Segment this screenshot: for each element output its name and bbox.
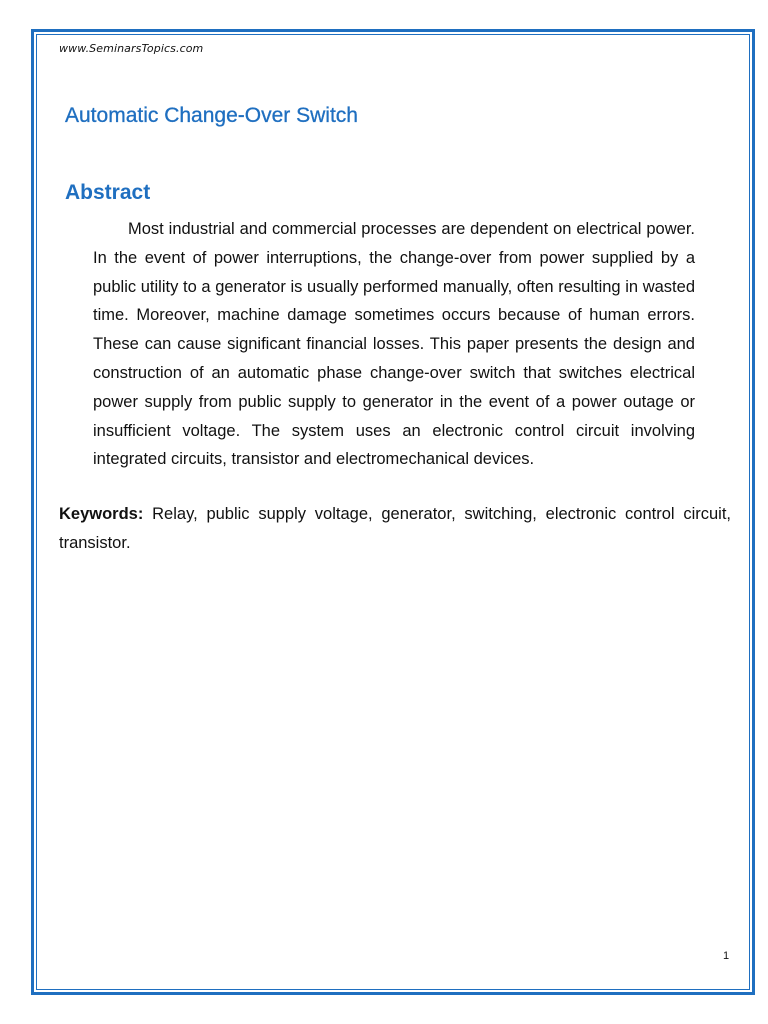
keywords-text: Relay, public supply voltage, generator, switching, electronic control circuit, transistor. bbox=[59, 505, 731, 552]
site-url-header: www.SeminarsTopics.com bbox=[59, 42, 204, 55]
abstract-paragraph: Most industrial and commercial processes are dependent on electrical power. In the event of power interruptions, the change-over from power supplied by a public utility to a generator is usually performed manually, often resulting in wasted time. Moreover, machine damage sometimes occurs because of human errors. These can cause significant financial losses. This paper presents the design and construction of an automatic phase change-over switch that switches electrical power supply from public supply to generator in the event of a power outage or insufficient voltage. The system uses an electronic control circuit involving integrated circuits, transistor and electromechanical devices. bbox=[93, 220, 695, 469]
document-title: Automatic Change-Over Switch bbox=[65, 104, 358, 127]
abstract-heading: Abstract bbox=[65, 181, 151, 204]
keywords-label: Keywords: bbox=[59, 505, 144, 523]
keywords-paragraph bbox=[59, 500, 731, 558]
page-number: 1 bbox=[723, 950, 730, 962]
